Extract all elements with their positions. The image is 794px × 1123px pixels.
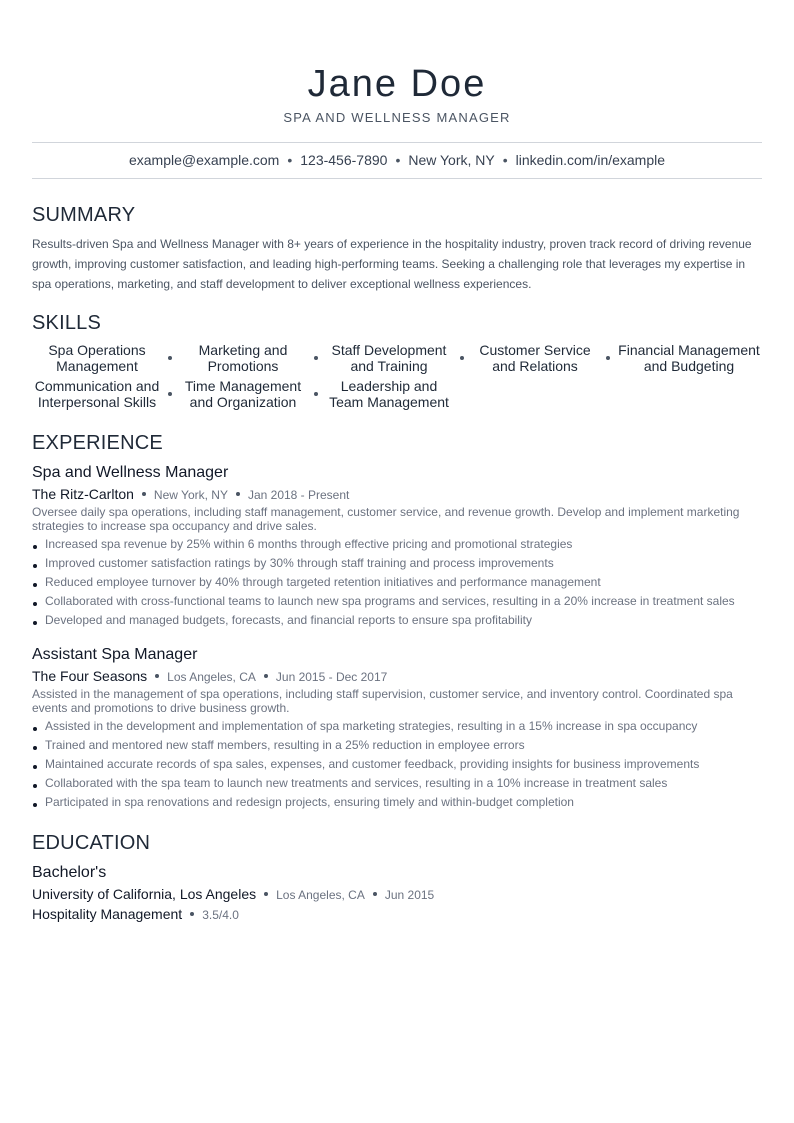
- contact-phone[interactable]: 123-456-7890: [300, 152, 388, 168]
- header-divider-top: [32, 142, 762, 143]
- job-dates: Jan 2018 - Present: [247, 488, 350, 502]
- job-achievements: [32, 537, 762, 632]
- meta-separator: [190, 912, 194, 916]
- skill-separator: [314, 392, 318, 396]
- skill-item: Spa Operations Management: [48, 342, 146, 374]
- achievement-item: Trained and mentored new staff members, resulting in a 25% reduction in employee errors: [32, 738, 762, 757]
- graduation-date: Jun 2015: [384, 888, 435, 902]
- job-location: Los Angeles, CA: [167, 670, 256, 684]
- contact-location: New York, NY: [408, 152, 495, 168]
- meta-separator: [236, 492, 240, 496]
- skill-item: Time Management and Organization: [184, 378, 302, 410]
- contact-linkedin[interactable]: linkedin.com/in/example: [515, 152, 666, 168]
- skill-item: Marketing and Promotions: [198, 342, 288, 374]
- contact-separator: •: [287, 152, 293, 168]
- achievement-item: Assisted in the development and implementation of spa marketing strategies, resulting in a 15% increase in spa occupancy: [32, 719, 762, 738]
- job-meta: [32, 486, 349, 502]
- skill-item: Staff Development and Training: [331, 342, 447, 374]
- job-company: The Ritz-Carlton: [32, 486, 134, 502]
- contact-separator: •: [502, 152, 508, 168]
- achievement-item: Increased spa revenue by 25% within 6 months through effective pricing and promotional strategies: [32, 537, 762, 556]
- skills-row-1: [32, 342, 762, 374]
- job-description: Oversee daily spa operations, including staff management, customer service, and revenue growth. Develop and implement marketing strategies to increase spa occupancy and drive sales.: [32, 505, 740, 533]
- school-location: Los Angeles, CA: [276, 888, 365, 902]
- job-meta: [32, 668, 387, 684]
- candidate-role: SPA AND WELLNESS MANAGER: [283, 110, 511, 125]
- meta-separator: [264, 674, 268, 678]
- meta-separator: [155, 674, 159, 678]
- summary-text: Results-driven Spa and Wellness Manager with 8+ years of experience in the hospitality industry, proven track record of driving revenue growth, improving customer satisfaction, and leading high-performing teams. Seeking a challenging role that leverages my expertise in spa operations, marketing, and staff development to deliver exceptional wellness experiences.: [32, 237, 752, 291]
- achievement-item: Collaborated with cross-functional teams to launch new spa programs and services, resulting in a 20% increase in treatment sales: [32, 594, 762, 613]
- skill-separator: [606, 356, 610, 360]
- education-heading: EDUCATION: [32, 832, 151, 854]
- contact-email[interactable]: example@example.com: [128, 152, 280, 168]
- contact-line: [32, 152, 762, 168]
- meta-separator: [264, 892, 268, 896]
- achievement-item: Developed and managed budgets, forecasts, and financial reports to ensure spa profitability: [32, 613, 762, 632]
- job-company: The Four Seasons: [32, 668, 148, 684]
- gpa: 3.5/4.0: [202, 908, 239, 922]
- job-description: Assisted in the management of spa operations, including staff supervision, customer service, and inventory control. Coordinated spa events and promotions to drive business growth.: [32, 687, 733, 715]
- job-achievements: [32, 719, 762, 814]
- job-title: Assistant Spa Manager: [32, 646, 198, 663]
- skill-separator: [168, 392, 172, 396]
- degree: Bachelor's: [32, 864, 107, 881]
- contact-separator: •: [395, 152, 401, 168]
- meta-separator: [142, 492, 146, 496]
- skill-separator: [460, 356, 464, 360]
- achievement-item: Participated in spa renovations and redesign projects, ensuring timely and within-budget completion: [32, 795, 762, 814]
- skills-heading: SKILLS: [32, 312, 102, 334]
- skill-separator: [168, 356, 172, 360]
- education-meta: [32, 886, 434, 902]
- skills-row-2: [32, 378, 454, 410]
- field-name: Hospitality Management: [32, 906, 183, 922]
- skill-item: Customer Service and Relations: [479, 342, 591, 374]
- achievement-item: Improved customer satisfaction ratings by 30% through staff training and process improvements: [32, 556, 762, 575]
- job-title: Spa and Wellness Manager: [32, 464, 229, 481]
- meta-separator: [373, 892, 377, 896]
- skill-item: Communication and Interpersonal Skills: [34, 378, 160, 410]
- achievement-item: Reduced employee turnover by 40% through targeted retention initiatives and performance management: [32, 575, 762, 594]
- candidate-name: Jane Doe: [307, 63, 487, 105]
- job-location: New York, NY: [153, 488, 228, 502]
- header-divider-bottom: [32, 178, 762, 179]
- school-name: University of California, Los Angeles: [32, 886, 257, 902]
- skill-separator: [314, 356, 318, 360]
- job-dates: Jun 2015 - Dec 2017: [275, 670, 388, 684]
- field-of-study: [32, 906, 239, 922]
- experience-heading: EXPERIENCE: [32, 432, 163, 454]
- achievement-item: Maintained accurate records of spa sales, expenses, and customer feedback, providing insights for business improvements: [32, 757, 762, 776]
- summary-heading: SUMMARY: [32, 204, 136, 226]
- skill-item: Leadership and Team Management: [329, 378, 449, 410]
- skill-item: Financial Management and Budgeting: [618, 342, 760, 374]
- achievement-item: Collaborated with the spa team to launch new treatments and services, resulting in a 10% increase in treatment sales: [32, 776, 762, 795]
